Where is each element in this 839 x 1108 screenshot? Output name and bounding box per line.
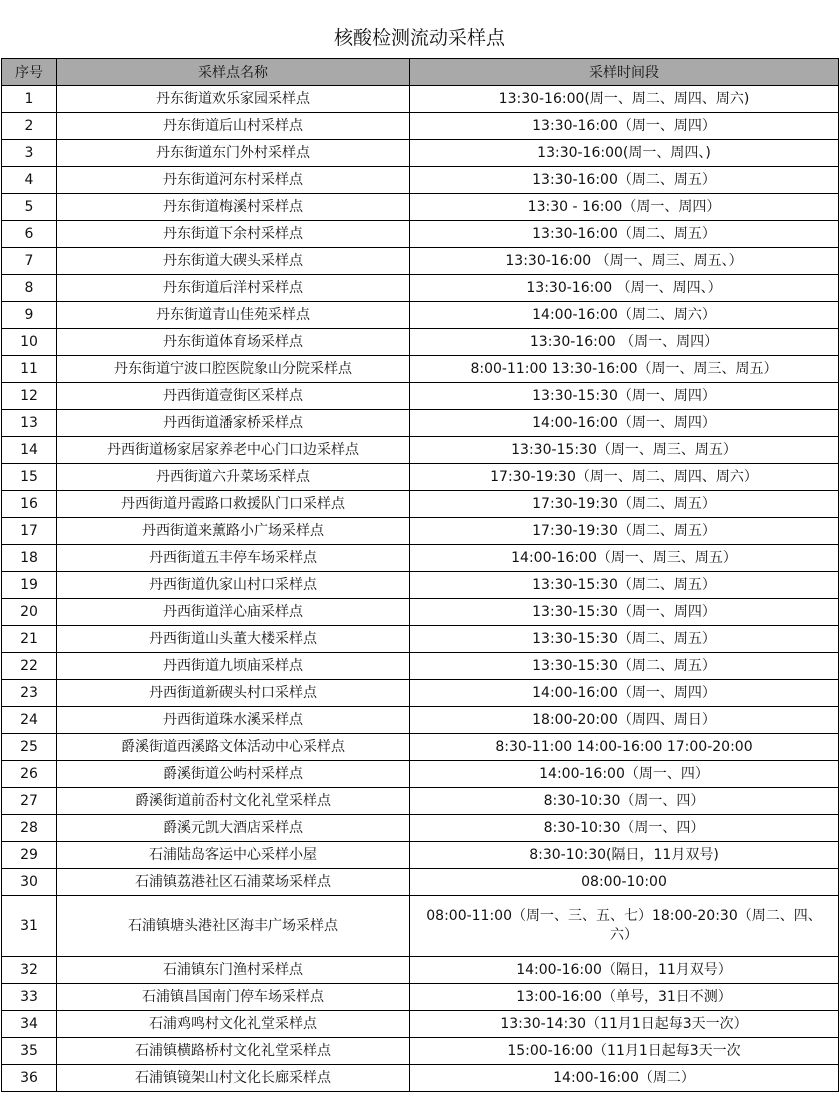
time-slot-cell: 08:00-10:00	[410, 869, 839, 896]
sampling-sites-table	[1, 58, 839, 1092]
site-name-cell: 丹东街道大碶头采样点	[57, 248, 410, 275]
table-row	[2, 1065, 839, 1092]
table-row	[2, 707, 839, 734]
table-row	[2, 1011, 839, 1038]
time-slot-cell: 13:30-16:00 （周一、周四）	[410, 329, 839, 356]
site-name-cell: 爵溪街道西溪路文体活动中心采样点	[57, 734, 410, 761]
site-name-cell: 石浦镇横路桥村文化礼堂采样点	[57, 1038, 410, 1065]
row-number-cell: 20	[2, 599, 57, 626]
row-number-cell: 23	[2, 680, 57, 707]
site-name-cell: 丹东街道后洋村采样点	[57, 275, 410, 302]
time-slot-cell: 13:30-15:30（周一、周三、周五）	[410, 437, 839, 464]
time-slot-cell: 15:00-16:00（11月1日起每3天一次	[410, 1038, 839, 1065]
time-slot-cell: 13:30-16:00（周二、周五）	[410, 167, 839, 194]
table-row	[2, 957, 839, 984]
row-number-cell: 26	[2, 761, 57, 788]
table-header-row	[2, 59, 839, 86]
row-number-cell: 4	[2, 167, 57, 194]
row-number-cell: 8	[2, 275, 57, 302]
site-name-cell: 丹西街道洋心庙采样点	[57, 599, 410, 626]
site-name-cell: 丹东街道体育场采样点	[57, 329, 410, 356]
site-name-cell: 石浦镇荔港社区石浦菜场采样点	[57, 869, 410, 896]
table-row	[2, 896, 839, 957]
table-row	[2, 545, 839, 572]
row-number-cell: 11	[2, 356, 57, 383]
row-number-cell: 22	[2, 653, 57, 680]
site-name-cell: 丹西街道仇家山村口采样点	[57, 572, 410, 599]
site-name-cell: 石浦鸡鸣村文化礼堂采样点	[57, 1011, 410, 1038]
row-number-cell: 13	[2, 410, 57, 437]
time-slot-cell: 13:30-16:00 （周一、周四、）	[410, 275, 839, 302]
row-number-cell: 1	[2, 86, 57, 113]
row-number-cell: 2	[2, 113, 57, 140]
time-slot-cell: 8:30-10:30(隔日，11月双号)	[410, 842, 839, 869]
site-name-cell: 丹东街道梅溪村采样点	[57, 194, 410, 221]
table-row	[2, 437, 839, 464]
time-slot-cell: 13:00-16:00（单号，31日不测）	[410, 984, 839, 1011]
table-row	[2, 1038, 839, 1065]
row-number-cell: 34	[2, 1011, 57, 1038]
table-row	[2, 275, 839, 302]
time-slot-cell: 13:30-15:30（周一、周四）	[410, 383, 839, 410]
time-slot-cell: 14:00-16:00（隔日，11月双号）	[410, 957, 839, 984]
site-name-cell: 爵溪街道公屿村采样点	[57, 761, 410, 788]
row-number-cell: 5	[2, 194, 57, 221]
site-name-cell: 石浦镇东门渔村采样点	[57, 957, 410, 984]
table-row	[2, 221, 839, 248]
time-slot-cell: 14:00-16:00（周一、四）	[410, 761, 839, 788]
table-row	[2, 734, 839, 761]
table-row	[2, 491, 839, 518]
site-name-cell: 丹东街道欢乐家园采样点	[57, 86, 410, 113]
time-slot-cell: 13:30-16:00（周二、周五）	[410, 221, 839, 248]
site-name-cell: 丹西街道六升菜场采样点	[57, 464, 410, 491]
table-row	[2, 167, 839, 194]
table-row	[2, 815, 839, 842]
table-row	[2, 113, 839, 140]
table-row	[2, 626, 839, 653]
row-number-cell: 10	[2, 329, 57, 356]
site-name-cell: 石浦镇镜架山村文化长廊采样点	[57, 1065, 410, 1092]
site-name-cell: 丹西街道壹街区采样点	[57, 383, 410, 410]
time-slot-cell: 13:30-14:30（11月1日起每3天一次）	[410, 1011, 839, 1038]
time-slot-cell: 14:00-16:00（周一、周四）	[410, 410, 839, 437]
site-name-cell: 丹西街道新碶头村口采样点	[57, 680, 410, 707]
table-row	[2, 788, 839, 815]
row-number-cell: 33	[2, 984, 57, 1011]
time-slot-cell: 13:30-15:30（周二、周五）	[410, 572, 839, 599]
time-slot-cell: 17:30-19:30（周二、周五）	[410, 491, 839, 518]
row-number-cell: 14	[2, 437, 57, 464]
time-slot-cell: 13:30-15:30（周二、周五）	[410, 653, 839, 680]
time-slot-cell: 8:00-11:00 13:30-16:00（周一、周三、周五）	[410, 356, 839, 383]
time-slot-cell: 14:00-16:00（周二）	[410, 1065, 839, 1092]
column-header-number: 序号	[2, 59, 57, 86]
time-slot-cell: 13:30-15:30（周一、周四）	[410, 599, 839, 626]
time-slot-cell: 13:30-16:00(周一、周二、周四、周六)	[410, 86, 839, 113]
table-row	[2, 140, 839, 167]
time-slot-cell: 18:00-20:00（周四、周日）	[410, 707, 839, 734]
table-row	[2, 680, 839, 707]
site-name-cell: 丹东街道东门外村采样点	[57, 140, 410, 167]
table-row	[2, 572, 839, 599]
row-number-cell: 27	[2, 788, 57, 815]
site-name-cell: 丹东街道河东村采样点	[57, 167, 410, 194]
row-number-cell: 3	[2, 140, 57, 167]
column-header-site-name: 采样点名称	[57, 59, 410, 86]
time-slot-cell: 13:30-16:00(周一、周四、)	[410, 140, 839, 167]
site-name-cell: 石浦陆岛客运中心采样小屋	[57, 842, 410, 869]
row-number-cell: 15	[2, 464, 57, 491]
time-slot-cell: 8:30-10:30（周一、四）	[410, 788, 839, 815]
site-name-cell: 丹西街道杨家居家养老中心门口边采样点	[57, 437, 410, 464]
row-number-cell: 18	[2, 545, 57, 572]
site-name-cell: 石浦镇昌国南门停车场采样点	[57, 984, 410, 1011]
row-number-cell: 31	[2, 896, 57, 957]
table-row	[2, 599, 839, 626]
table-row	[2, 984, 839, 1011]
row-number-cell: 25	[2, 734, 57, 761]
site-name-cell: 丹西街道五丰停车场采样点	[57, 545, 410, 572]
table-row	[2, 653, 839, 680]
row-number-cell: 32	[2, 957, 57, 984]
time-slot-cell: 13:30-16:00（周一、周四）	[410, 113, 839, 140]
time-slot-cell: 08:00-11:00（周一、三、五、七）18:00-20:30（周二、四、六）	[410, 896, 839, 957]
table-row	[2, 194, 839, 221]
time-slot-cell: 13:30-15:30（周二、周五）	[410, 626, 839, 653]
table-row	[2, 410, 839, 437]
time-slot-cell: 13:30-16:00 （周一、周三、周五、）	[410, 248, 839, 275]
site-name-cell: 丹西街道潘家桥采样点	[57, 410, 410, 437]
row-number-cell: 16	[2, 491, 57, 518]
row-number-cell: 28	[2, 815, 57, 842]
site-name-cell: 丹西街道山头董大楼采样点	[57, 626, 410, 653]
table-row	[2, 869, 839, 896]
site-name-cell: 爵溪元凯大酒店采样点	[57, 815, 410, 842]
site-name-cell: 丹东街道下余村采样点	[57, 221, 410, 248]
row-number-cell: 17	[2, 518, 57, 545]
table-row	[2, 761, 839, 788]
table-body	[2, 86, 839, 1092]
row-number-cell: 12	[2, 383, 57, 410]
time-slot-cell: 8:30-10:30（周一、四）	[410, 815, 839, 842]
site-name-cell: 丹西街道来薰路小广场采样点	[57, 518, 410, 545]
time-slot-cell: 14:00-16:00（周一、周三、周五）	[410, 545, 839, 572]
row-number-cell: 9	[2, 302, 57, 329]
site-name-cell: 石浦镇塘头港社区海丰广场采样点	[57, 896, 410, 957]
time-slot-cell: 13:30 - 16:00（周一、周四）	[410, 194, 839, 221]
page-title: 核酸检测流动采样点	[333, 27, 505, 49]
row-number-cell: 24	[2, 707, 57, 734]
row-number-cell: 7	[2, 248, 57, 275]
row-number-cell: 19	[2, 572, 57, 599]
table-row	[2, 248, 839, 275]
site-name-cell: 丹东街道后山村采样点	[57, 113, 410, 140]
time-slot-cell: 14:00-16:00（周二、周六）	[410, 302, 839, 329]
time-slot-cell: 17:30-19:30（周一、周二、周四、周六）	[410, 464, 839, 491]
table-row	[2, 302, 839, 329]
table-row	[2, 356, 839, 383]
row-number-cell: 36	[2, 1065, 57, 1092]
row-number-cell: 29	[2, 842, 57, 869]
time-slot-cell: 14:00-16:00（周一、周四）	[410, 680, 839, 707]
column-header-time-slot: 采样时间段	[410, 59, 839, 86]
row-number-cell: 21	[2, 626, 57, 653]
table-row	[2, 464, 839, 491]
site-name-cell: 丹西街道珠水溪采样点	[57, 707, 410, 734]
site-name-cell: 爵溪街道前岙村文化礼堂采样点	[57, 788, 410, 815]
table-row	[2, 329, 839, 356]
site-name-cell: 丹西街道九顷庙采样点	[57, 653, 410, 680]
table-row	[2, 383, 839, 410]
table-row	[2, 518, 839, 545]
row-number-cell: 6	[2, 221, 57, 248]
table-row	[2, 842, 839, 869]
site-name-cell: 丹东街道青山佳苑采样点	[57, 302, 410, 329]
time-slot-cell: 8:30-11:00 14:00-16:00 17:00-20:00	[410, 734, 839, 761]
row-number-cell: 30	[2, 869, 57, 896]
site-name-cell: 丹西街道丹霞路口救援队门口采样点	[57, 491, 410, 518]
row-number-cell: 35	[2, 1038, 57, 1065]
table-row	[2, 86, 839, 113]
time-slot-cell: 17:30-19:30（周二、周五）	[410, 518, 839, 545]
site-name-cell: 丹东街道宁波口腔医院象山分院采样点	[57, 356, 410, 383]
